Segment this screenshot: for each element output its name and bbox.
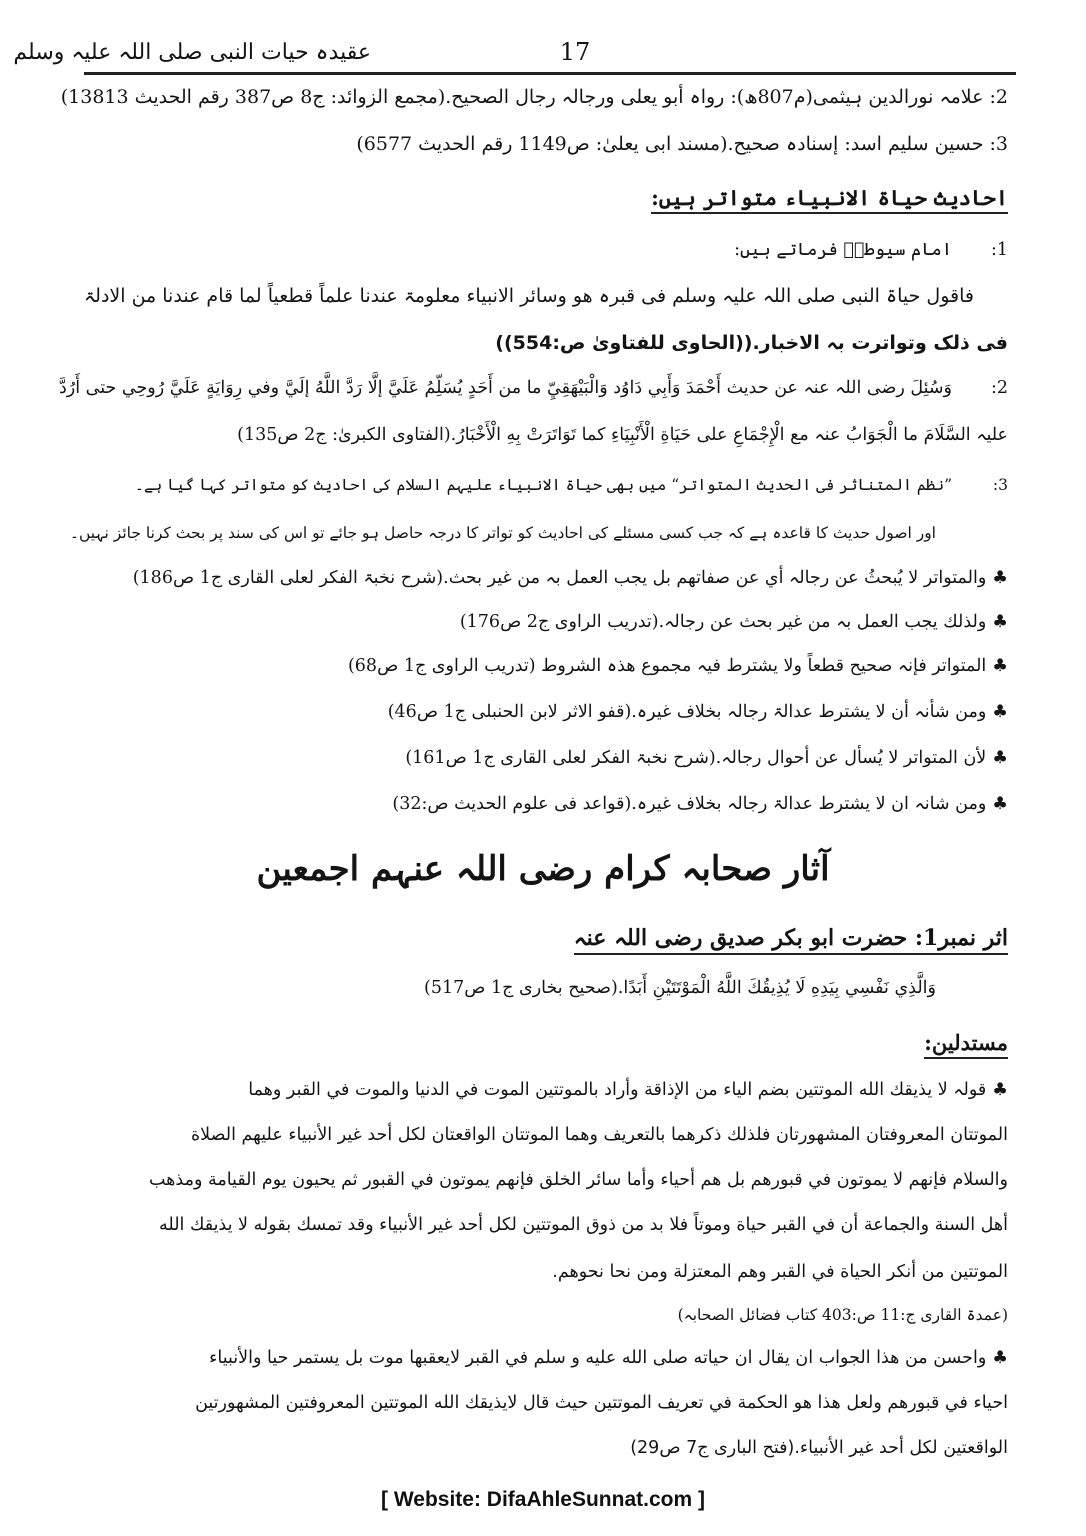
fath-text: واحسن من هذا الجواب ان يقال ان حياته صلى الله عليه و سلم في القبر لايعقبها موت بل يستمر حيا والأنبياء xyxy=(209,1348,987,1368)
club-line xyxy=(348,656,1008,676)
club-text: ولذلك يجب العمل بہ من غير بحث عن رجالہ.(تدریب الراوی ج2 ص176) xyxy=(459,612,987,632)
umdah-paragraph-line-1 xyxy=(92,1080,1008,1100)
page-number: 17 xyxy=(559,38,591,66)
club-line xyxy=(405,748,1008,768)
club-icon: ♣ xyxy=(992,794,1008,814)
umdah-paragraph-line-4: أهل السنة والجماعة أن في القبر حياة وموتاً فلا بد من ذوق الموتتين لكل أحد غير الأنبياء وقد تمسك بقوله لا يذيقك الله xyxy=(159,1215,1008,1235)
athar-1-heading: اثر نمبر1: حضرت ابو بکر صدیق رضی اللہ عنہ xyxy=(574,925,1008,955)
club-icon: ♣ xyxy=(992,748,1008,768)
item-3-line-2: اور اصول حدیث کا قاعدہ ہے کہ جب کسی مسئلے کی احادیث کو تواتر کا درجہ حاصل ہو جائے تو اس کی سند پر بحث کرنا جائز نہیں۔ xyxy=(69,524,936,542)
website-footer: [ Website: DifaAhleSunnat.com ] xyxy=(381,1488,705,1511)
club-text: لأن المتواتر لا يُسأل عن أحوال رجالہ.(شرح نخبۃ الفکر لعلی القاری ج1 ص161) xyxy=(405,748,987,768)
mustadlin-heading: مستدلین: xyxy=(924,1030,1008,1059)
header-rule xyxy=(84,72,1016,75)
umdah-paragraph-line-2: الموتتان المعروفتان المشهورتان فلذلك ذكرهما بالتعريف وهما الموتتان الواقعتان لكل أحد غير الأنبياء عليهم الصلاة xyxy=(190,1125,1008,1145)
club-text: ومن شأنہ أن لا يشترط عدالۃ رجالہ بخلاف غيرہ.(قفو الاثر لابن الحنبلی ج1 ص46) xyxy=(387,702,987,722)
suyuti-quote-line-1: فاقول حیاۃ النبی صلی اللہ علیہ وسلم فی قبرہ ھو وسائر الانبیاء معلومۃ عندنا علماً قطعیاً لما قام عندنا من الادلۃ xyxy=(84,285,974,307)
club-icon: ♣ xyxy=(992,656,1008,676)
club-text: ومن شانہ ان لا يشترط عدالۃ رجالہ بخلاف غيرہ.(قواعد فی علوم الحدیث ص:32) xyxy=(392,794,987,814)
club-text: المتواتر فإنہ صحيح قطعاً ولا يشترط فيہ مجموع ھذہ الشروط (تدریب الراوی ج1 ص68) xyxy=(347,656,987,676)
club-text: والمتواتر لا يُبحثُ عن رجالہ أي عن صفاتھم بل يجب العمل بہ من غير بحث.(شرح نخبۃ الفکر لعلی القاری ج1 ص186) xyxy=(132,568,987,588)
suyuti-quote-line-2: فی ذلک وتواترت بہ الاخبار.((الحاوی للفتاویٰ ص:554)) xyxy=(495,332,1008,354)
athar-section-title: آثار صحابہ کرام رضی اللہ عنہم اجمعین xyxy=(256,849,830,889)
club-icon: ♣ xyxy=(992,568,1008,588)
club-line xyxy=(133,568,1008,588)
item-1-text: امام سیوطیؒ فرماتے ہیں: xyxy=(734,240,952,260)
running-title: عقیدہ حیات النبی صلی اللہ علیہ وسلم xyxy=(13,40,371,65)
section-heading-mutawatir: احادیث حیاۃ الانبیاء متواتر ہیں: xyxy=(651,185,1008,214)
club-line xyxy=(392,794,1008,814)
club-icon: ♣ xyxy=(992,702,1008,722)
umdah-paragraph-line-5: الموتتين من أنكر الحياة في القبر وهم المعتزلة ومن نحا نحوهم. xyxy=(552,1262,1008,1282)
item-1 xyxy=(734,240,1008,260)
umdah-paragraph-line-3: والسلام فإنهم لا يموتون في قبورهم بل هم أحياء وأما سائر الخلق فإنهم يموتون في القبور ثم يحيون يوم القيامة ومذهب xyxy=(148,1170,1008,1190)
club-icon: ♣ xyxy=(992,1080,1008,1100)
item-3-line-1 xyxy=(92,476,1008,494)
fath-paragraph-line-3: الواقعتين لكل أحد غير الأنبياء.(فتح الباری ج7 ص29) xyxy=(630,1438,1008,1458)
item-2-line-1 xyxy=(58,378,1008,398)
item-1-number: 1: xyxy=(990,240,1008,260)
club-icon: ♣ xyxy=(992,1348,1008,1368)
club-line xyxy=(460,612,1008,632)
club-line xyxy=(388,702,1008,722)
item-3-number: 3: xyxy=(992,476,1008,494)
club-icon: ♣ xyxy=(992,612,1008,632)
item-2-text: وَسُئِلَ رضی اللہ عنہ عن حدیث أَحْمَدَ وَأَبِي دَاوُد وَالْبَيْهَقِيِّ ما من أَحَدٍ يُسَلِّمُ عَلَيَّ إلَّا رَدَّ اللَّهُ إلَيَّ وفي رِوَايَةٍ عَلَيَّ رُوحِي حتى أَرُدَّ xyxy=(58,378,952,398)
reference-line-3: 3: حسین سلیم اسد: إسنادہ صحیح.(مسند ابی یعلیٰ: ص1149 رقم الحدیث 6577) xyxy=(356,133,1008,155)
fath-paragraph-line-2: احياء في قبورهم ولعل هذا هو الحكمة في تعريف الموتتين حيث قال لايذيقك الله الموتتين المعروفتين المشهورتين xyxy=(195,1393,1008,1413)
fath-paragraph-line-1 xyxy=(92,1348,1008,1368)
umdah-text: قولہ لا يذيقك الله الموتتين بضم الياء من الإذاقة وأراد بالموتتين الموت في الدنيا والموت في القبر وهما xyxy=(248,1080,987,1100)
reference-line-2: 2: علامہ نورالدین ہیثمی(م807ھ): رواہ أبو یعلی ورجالہ رجال الصحیح.(مجمع الزوائد: ج8 ص387 رقم الحدیث 13813) xyxy=(60,86,1008,108)
umdah-reference: (عمدۃ القاری ج:11 ص:403 کتاب فضائل الصحابہ) xyxy=(677,1306,1008,1324)
item-2-number: 2: xyxy=(990,378,1008,398)
item-2-line-2: علیہ السَّلَامَ ما الْجَوَابُ عنہ مع الْإِجْمَاعِ علی حَيَاةِ الْأَنْبِيَاءِ كما تَوَاتَرَتْ بِهِ الْأَخْبَارُ.(الفتاوی الکبریٰ: ج2 ص135) xyxy=(237,425,1008,445)
item-3-text: ”نظم المتناثر فی الحدیث المتواتر“ میں بھی حیاۃ الانبیاء علیہم السلام کی احادیث کو متواتر کہا گیا ہے۔ xyxy=(134,476,952,494)
athar-1-text: وَالَّذِي نَفْسِي بِيَدِهِ لَا يُذِيقُكَ اللَّهُ الْمَوْتَتَيْنِ أَبَدًا.(صحیح بخاری ج1 ص517) xyxy=(424,978,936,998)
